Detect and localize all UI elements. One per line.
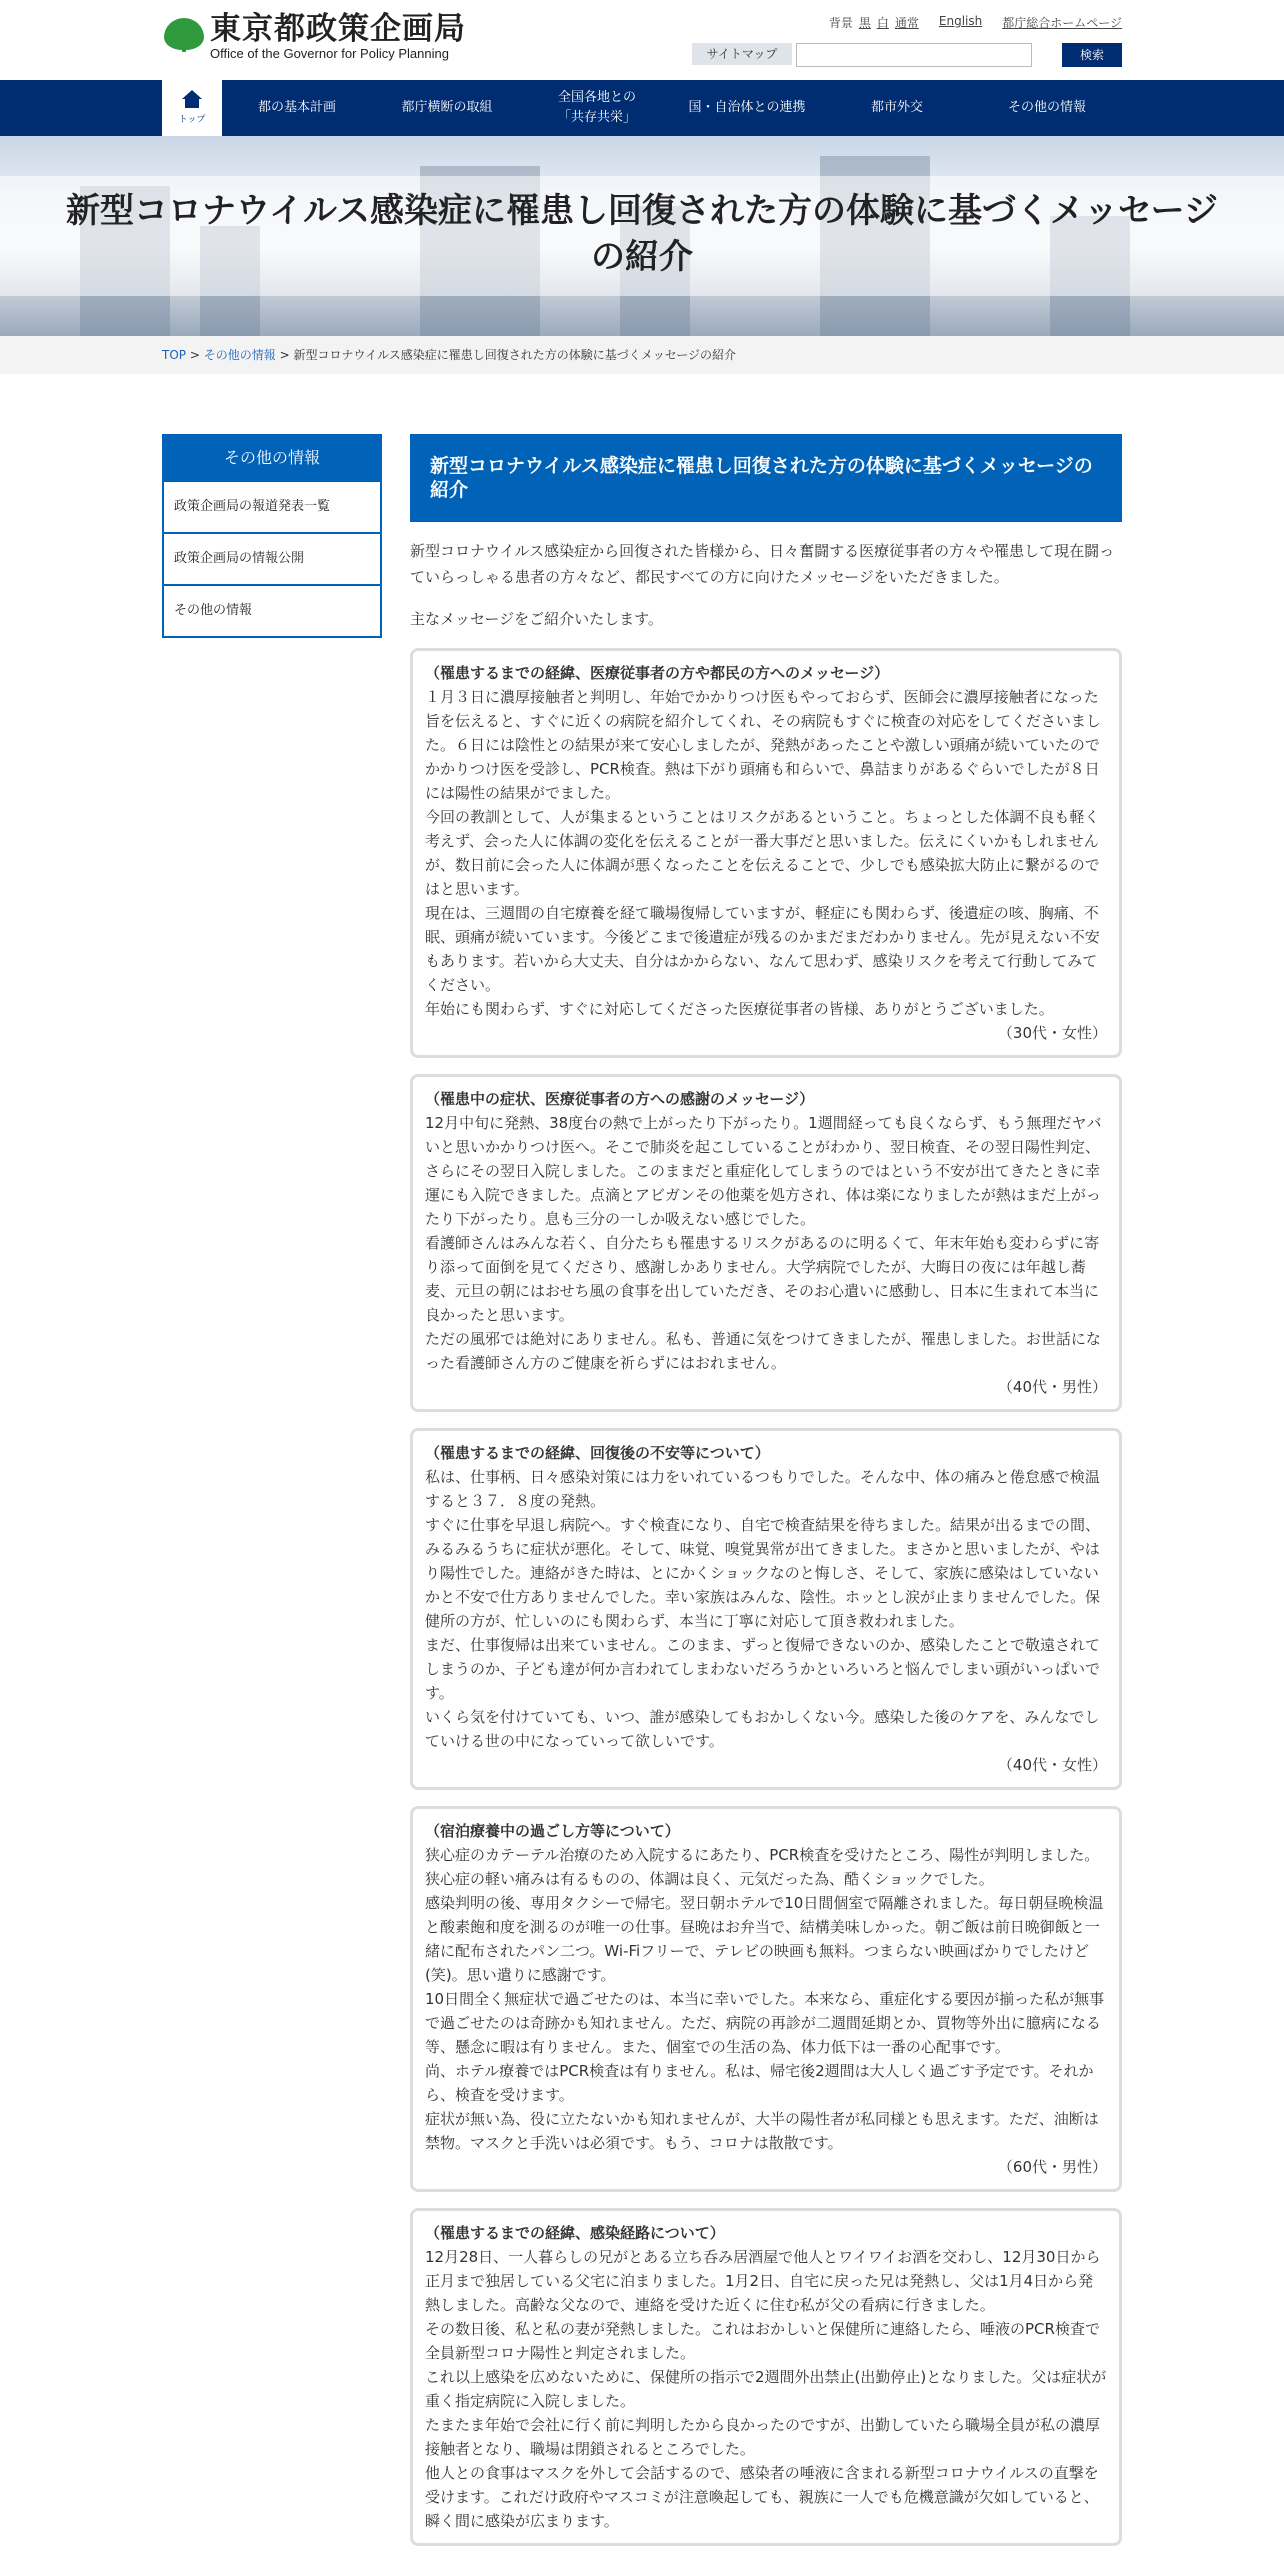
nav-home[interactable] xyxy=(162,80,222,136)
message-card xyxy=(410,1074,1122,1412)
message-body: 狭心症のカテーテル治療のため入院するにあたり、PCR検査を受けたところ、陽性が判明しました。狭心症の軽い痛みは有るものの、体調は良く、元気だった為、酷くショックでした。 感染判明の後、専用タクシーで帰宅。翌日朝ホテルで10日間個室で隔離されました。毎日朝昼晩検温と酸素飽和度を測るのが唯一の仕事。昼晩はお弁当で、結構美味しかった。朝ご飯は前日晩御飯と一緒に配布されたパン二つ。Wi-Fiフリーで、テレビの映画も無料。つまらない映画ばかりでしたけど(笑)。思い遣りに感謝です。 10日間全く無症状で過ごせたのは、本当に幸いでした。本来なら、重症化する要因が揃った私が無事で過ごせたのは奇跡かも知れません。ただ、病院の再診が二週間延期とか、買物等外出に臆病になる等、懸念に暇は有りません。また、個室での生活の為、体力低下は一番の心配事です。 尚、ホテル療養ではPCR検査は有りません。私は、帰宅後2週間は大人しく過ごす予定です。それから、検査を受けます。 症状が無い為、役に立たないかも知れませんが、大半の陽性者が私同様とも思えます。ただ、油断は禁物。マスクと手洗いは必須です。もう、コロナは散散です。 xyxy=(425,1846,1105,2152)
logo-japanese: 東京都政策企画局 xyxy=(210,11,466,47)
page-hero xyxy=(0,136,1284,336)
message-heading: （罹患するまでの経緯、感染経路について） xyxy=(425,2224,725,2242)
breadcrumb: TOP > その他の情報 > 新型コロナウイルス感染症に罹患し回復された方の体験に基づくメッセージの紹介 xyxy=(162,348,737,362)
site-logo[interactable] xyxy=(162,12,466,62)
message-card xyxy=(410,2208,1122,2546)
nav-coexistence[interactable]: 全国各地との 「共存共栄」 xyxy=(557,90,636,125)
sidebar xyxy=(162,434,382,2546)
message-body: 12月28日、一人暮らしの兄がとある立ち呑み居酒屋で他人とワイワイお酒を交わし、12月30日から正月まで独居している父宅に泊まりました。1月2日、自宅に戻った兄は発熱し、父は1月4日から発熱しました。高齢な父なので、連絡を受けた近くに住む私が父の看病に行きました。 その数日後、私と私の妻が発熱しました。これはおかしいと保健所に連絡したら、唾液のPCR検査で全員新型コロナ陽性と判定されました。 これ以上感染を広めないために、保健所の指示で2週間外出禁止(出勤停止)となりました。父は症状が重く指定病院に入院しました。 たまたま年始で会社に行く前に判明したから良かったのですが、出勤していたら職場全員が私の濃厚接触者となり、職場は閉鎖されるところでした。 他人との食事はマスクを外して会話するので、感染者の唾液に含まれる新型コロナウイルスの直撃を受けます。これだけ政府やマスコミが注意喚起しても、親族に一人でも危機意識が欠如していると、瞬く間に感染が広まります。 xyxy=(425,2248,1107,2530)
sitemap-button[interactable]: サイトマップ xyxy=(692,43,792,65)
search-button[interactable]: 検索 xyxy=(1062,43,1122,67)
nav-cooperation[interactable]: 国・自治体との連携 xyxy=(688,100,806,115)
sidebar-item-other-info[interactable]: その他の情報 xyxy=(162,586,382,638)
sidebar-item-press-releases[interactable]: 政策企画局の報道発表一覧 xyxy=(162,482,382,534)
message-card xyxy=(410,1428,1122,1790)
site-header xyxy=(162,0,1122,80)
nav-home-label: トップ xyxy=(178,115,206,125)
global-nav xyxy=(0,80,1284,136)
search-input[interactable] xyxy=(796,43,1032,67)
message-signature: （40代・男性） xyxy=(997,1378,1107,1396)
breadcrumb-bar xyxy=(0,336,1284,374)
nav-basic-plan[interactable]: 都の基本計画 xyxy=(257,100,336,115)
breadcrumb-parent-link[interactable]: その他の情報 xyxy=(203,348,276,362)
content-heading: 新型コロナウイルス感染症に罹患し回復された方の体験に基づくメッセージの紹介 xyxy=(410,434,1122,522)
message-card xyxy=(410,648,1122,1058)
message-heading: （罹患するまでの経緯、回復後の不安等について） xyxy=(425,1444,770,1462)
message-signature: （60代・男性） xyxy=(997,2158,1107,2176)
nav-cross-initiatives[interactable]: 都庁横断の取組 xyxy=(401,100,493,115)
home-icon xyxy=(182,90,202,99)
message-body: 12月中旬に発熱、38度台の熱で上がったり下がったり。1週間経っても良くならず、もう無理だヤバいと思いかかりつけ医へ。そこで肺炎を起こしていることがわかり、翌日検査、その翌日陽性判定、さらにその翌日入院しました。このままだと重症化してしまうのではという不安が出てきたときに幸運にも入院できました。点滴とアビガンその他薬を処方され、体は楽になりましたが熱はまだ上がったり下がったり。息も三分の一しか吸えない感じでした。 看護師さんはみんな若く、自分たちも罹患するリスクがあるのに明るくて、年末年始も変わらずに寄り添って面倒を見てくださり、感謝しかありません。大学病院でしたが、大晦日の夜には年越し蕎麦、元旦の朝にはおせち風の食事を出していただき、そのお心遣いに感動し、日本に生まれて本当に良かったと思います。 ただの風邪では絶対にありません。私も、普通に気をつけてきましたが、罹患しました。お世話になった看護師さん方のご健康を祈らずにはおれません。 xyxy=(425,1114,1102,1372)
lead-text: 新型コロナウイルス感染症から回復された皆様から、日々奮闘する医療従事者の方々や罹患して現在闘っていらっしゃる患者の方々など、都民すべての方に向けたメッセージをいただきました。 xyxy=(410,542,1115,586)
logo-english: Office of the Governor for Policy Planning xyxy=(210,46,449,61)
breadcrumb-current: 新型コロナウイルス感染症に罹患し回復された方の体験に基づくメッセージの紹介 xyxy=(293,348,737,362)
utility-links xyxy=(829,14,1122,31)
theme-black-link[interactable]: 黒 xyxy=(858,16,871,30)
ginkgo-logo-icon xyxy=(162,12,206,52)
page-title: 新型コロナウイルス感染症に罹患し回復された方の体験に基づくメッセージの紹介 xyxy=(66,191,1218,277)
nav-city-diplomacy[interactable]: 都市外交 xyxy=(870,100,923,115)
theme-normal-link[interactable]: 通常 xyxy=(894,16,919,30)
message-body: 私は、仕事柄、日々感染対策には力をいれているつもりでした。そんな中、体の痛みと倦怠感で検温すると３７．８度の発熱。 すぐに仕事を早退し病院へ。すぐ検査になり、自宅で検査結果を待ちました。結果が出るまでの間、みるみるうちに症状が悪化。そして、味覚、嗅覚異常が出てきました。まさかと思いましたが、やはり陽性でした。連絡がきた時は、とにかくショックなのと悔しさ、そして、家族に感染はしていないかと不安で仕方ありませんでした。幸い家族はみんな、陰性。ホッとし涙が止まりませんでした。保健所の方が、忙しいのにも関わらず、本当に丁寧に対応して頂き救われました。 まだ、仕事復帰は出来ていません。このまま、ずっと復帰できないのか、感染したことで敬遠されてしまうのか、子ども達が何か言われてしまわないだろうかといろいろと悩んでしまい頭がいっぱいです。 いくら気を付けていても、いつ、誰が感染してもおかしくない今。感染した後のケアを、みんなでしていける世の中になっていって欲しいです。 xyxy=(425,1468,1101,1750)
nav-other-info[interactable]: その他の情報 xyxy=(1007,100,1086,115)
main-content xyxy=(410,434,1122,2546)
message-heading: （宿泊療養中の過ごし方等について） xyxy=(425,1822,680,1840)
message-body: １月３日に濃厚接触者と判明し、年始でかかりつけ医もやっておらず、医師会に濃厚接触者になった旨を伝えると、すぐに近くの病院を紹介してくれ、その病院もすぐに検査の対応をしてくださいました。６日には陰性との結果が来て安心しましたが、発熱があったことや激しい頭痛が続いていたのでかかりつけ医を受診し、PCR検査。熱は下がり頭痛も和らいで、鼻詰まりがあるぐらいでしたが８日には陽性の結果がでました。 今回の教訓として、人が集まるということはリスクがあるということ。ちょっとした体調不良も軽く考えず、会った人に体調の変化を伝えることが一番大事だと思いました。伝えにくいかもしれませんが、数日前に会った人に体調が悪くなったことを伝えることで、少しでも感染拡大防止に繋がるのではと思います。 現在は、三週間の自宅療養を経て職場復帰していますが、軽症にも関わらず、後遺症の咳、胸痛、不眠、頭痛が続いています。今後どこまで後遺症が残るのかまだまだわかりません。先が見えない不安もあります。若いから大丈夫、自分はかからない、なんて思わず、感染リスクを考えて行動してみてください。 年始にも関わらず、すぐに対応してくださった医療従事者の皆様、ありがとうございました。 xyxy=(425,688,1101,1018)
sidebar-title[interactable]: その他の情報 xyxy=(162,434,382,482)
message-signature: （30代・女性） xyxy=(997,1024,1107,1042)
sidebar-item-disclosure[interactable]: 政策企画局の情報公開 xyxy=(162,534,382,586)
message-heading: （罹患中の症状、医療従事者の方への感謝のメッセージ） xyxy=(425,1090,815,1108)
english-link[interactable]: English xyxy=(938,14,983,28)
message-signature: （40代・女性） xyxy=(997,1756,1107,1774)
main-area xyxy=(162,434,1122,2546)
message-card xyxy=(410,1806,1122,2192)
message-heading: （罹患するまでの経緯、医療従事者の方や都民の方へのメッセージ） xyxy=(425,664,890,682)
theme-white-link[interactable]: 白 xyxy=(876,16,889,30)
breadcrumb-top-link[interactable]: TOP xyxy=(162,348,187,362)
metro-home-link[interactable]: 都庁総合ホームページ xyxy=(1002,16,1122,30)
theme-label: 背景 xyxy=(828,16,853,30)
background-theme-switcher xyxy=(829,14,919,31)
lead-text-2: 主なメッセージをご紹介いたします。 xyxy=(410,610,663,628)
